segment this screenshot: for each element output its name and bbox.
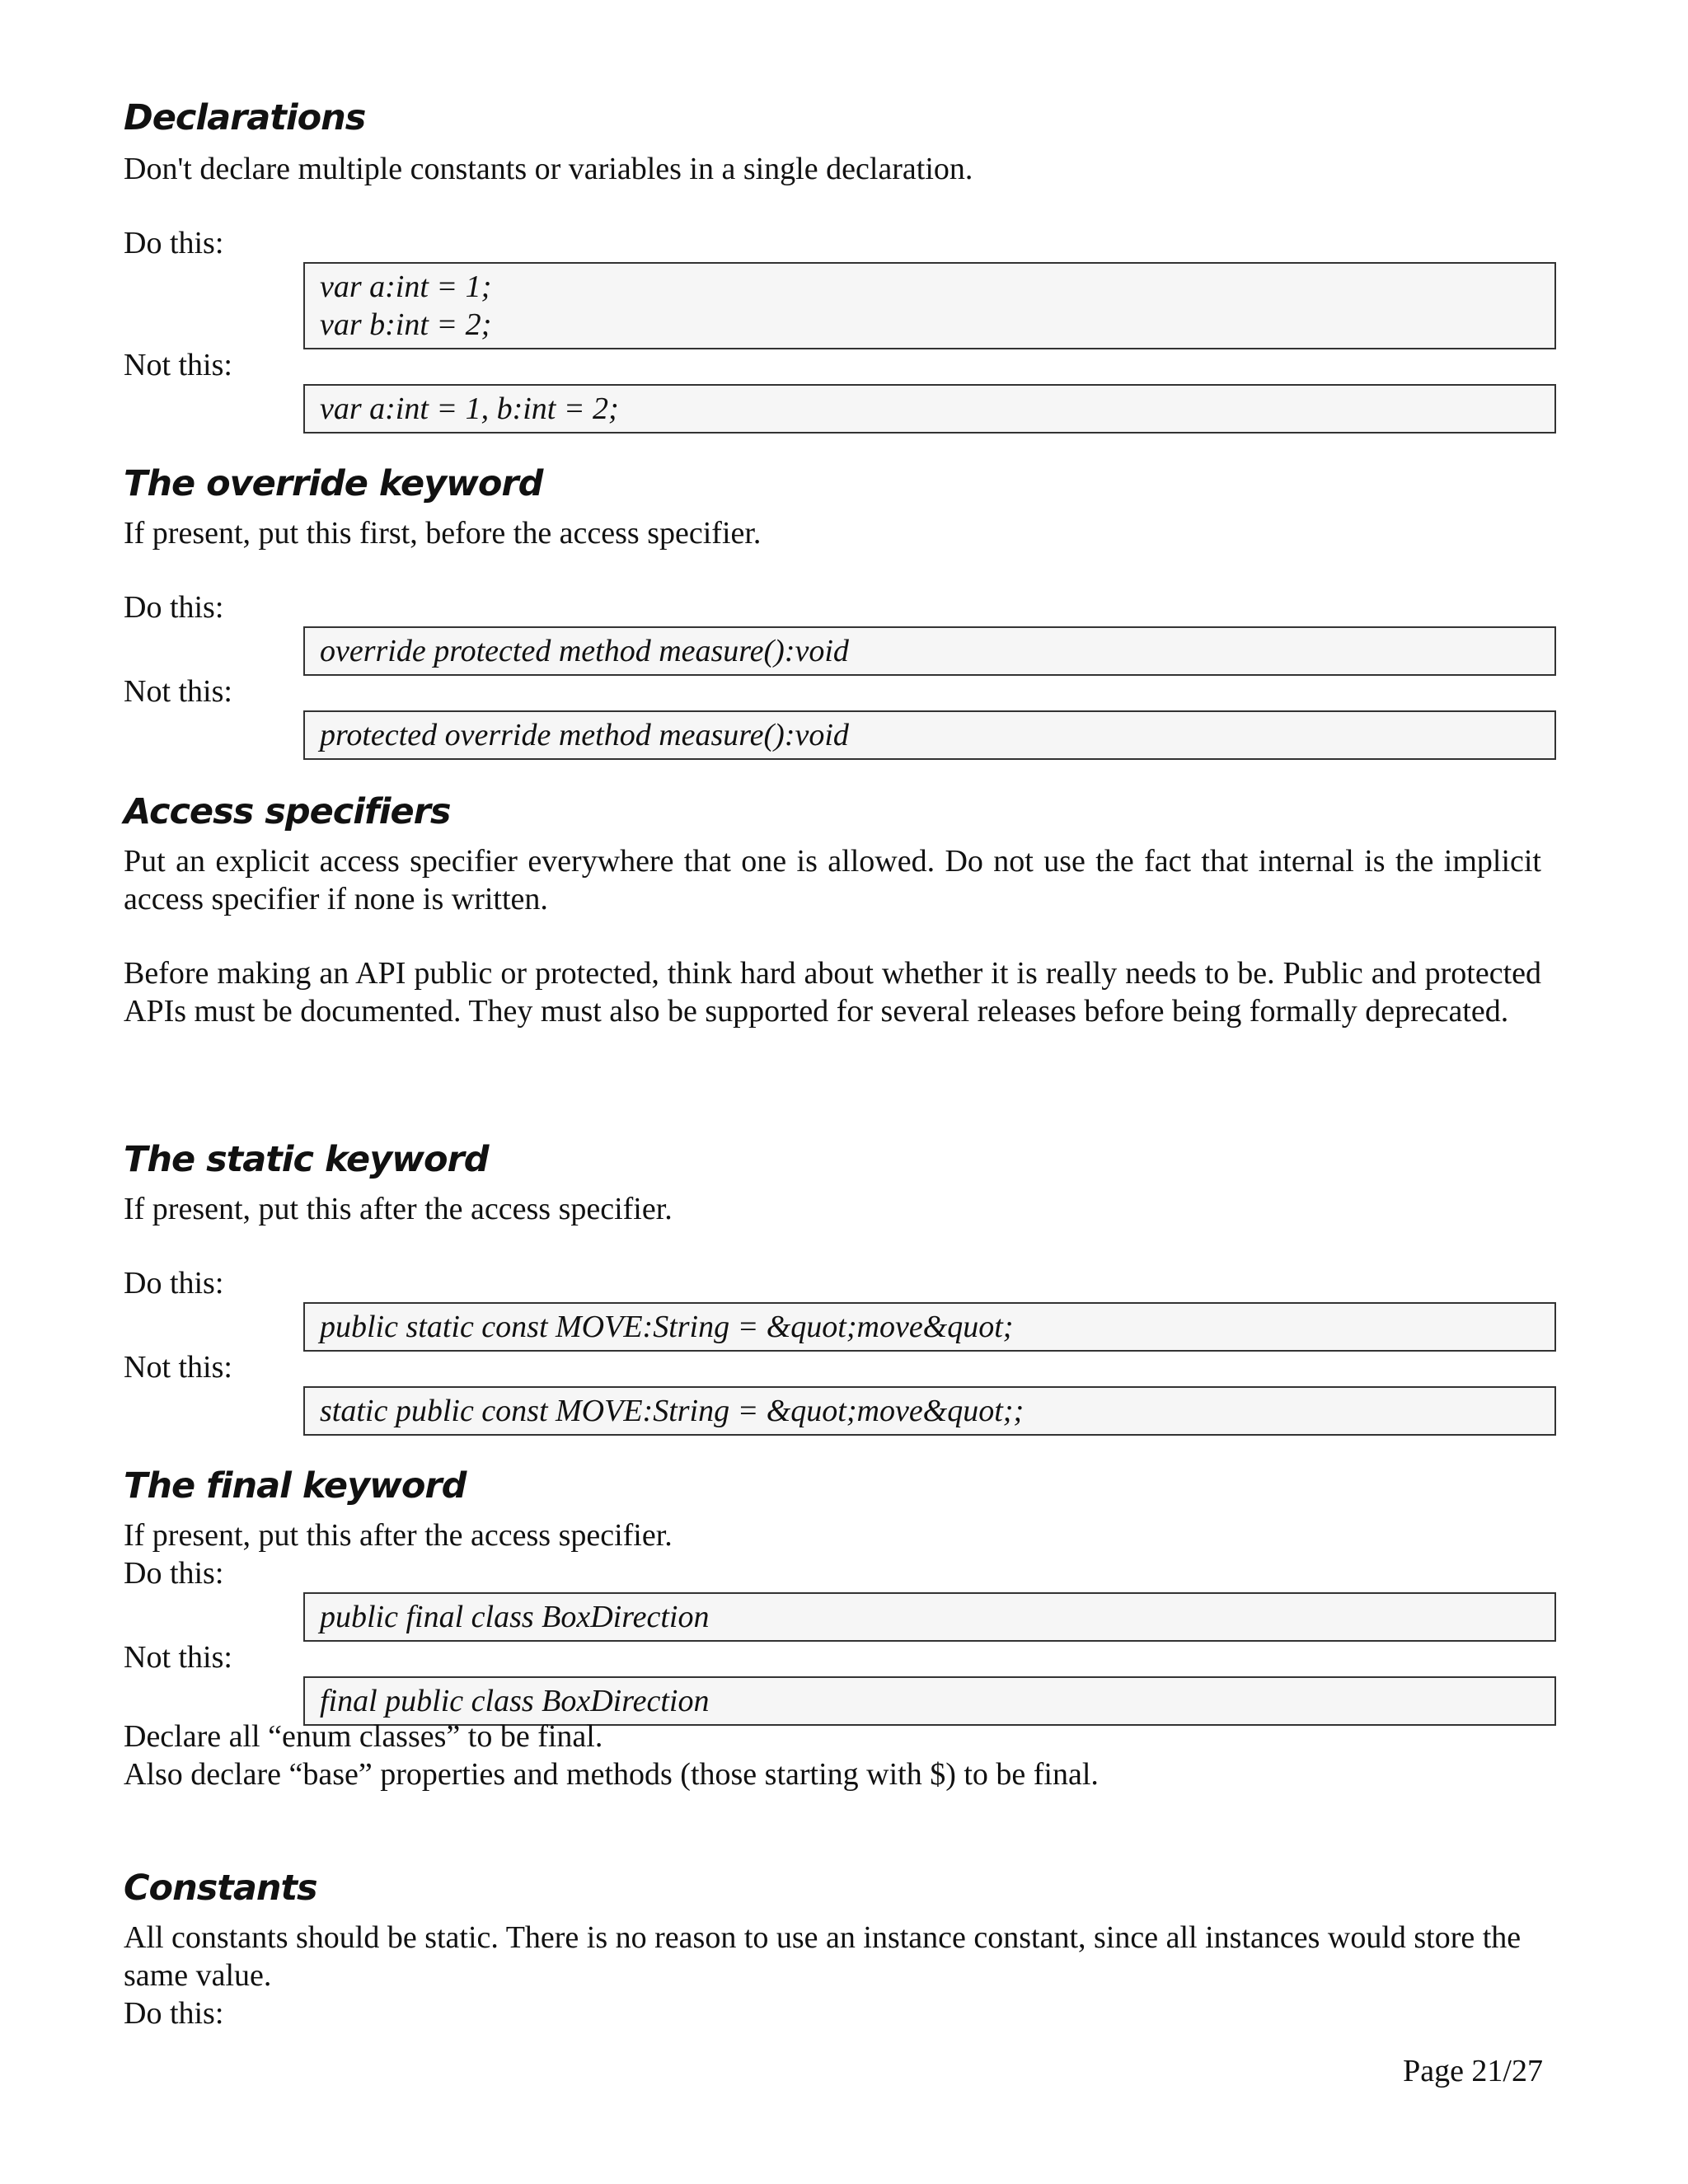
code-line: public final class BoxDirection <box>320 1600 710 1634</box>
code-line: static public const MOVE:String = &quot;move&quot;; <box>320 1394 1025 1428</box>
final-note-2: Also declare “base” properties and methods (those starting with $) to be final. <box>124 1757 1099 1792</box>
page-number: Page 21/27 <box>1403 2054 1543 2088</box>
static-do-code <box>303 1302 1556 1352</box>
final-do-code <box>303 1592 1556 1642</box>
code-line: var a:int = 1, b:int = 2; <box>320 391 619 426</box>
code-line: var a:int = 1; <box>320 269 492 304</box>
final-note-1: Declare all “enum classes” to be final. <box>124 1719 603 1754</box>
heading-override: The override keyword <box>124 463 543 504</box>
declarations-not-code <box>303 384 1556 434</box>
code-line: protected override method measure():void <box>320 718 849 752</box>
override-do-label: Do this: <box>124 590 224 625</box>
heading-access: Access specifiers <box>124 791 451 832</box>
access-para-1: Put an explicit access specifier everywhere that one is allowed. Do not use the fact that internal is the implicit access specifier if none is written. <box>124 844 1541 916</box>
final-not-label: Not this: <box>124 1640 232 1675</box>
heading-constants: Constants <box>124 1868 317 1909</box>
code-line: var b:int = 2; <box>320 307 492 342</box>
heading-declarations: Declarations <box>124 97 366 138</box>
static-not-code <box>303 1386 1556 1436</box>
heading-final: The final keyword <box>124 1465 467 1507</box>
final-text: If present, put this after the access specifier. <box>124 1518 673 1553</box>
static-not-label: Not this: <box>124 1350 232 1385</box>
declarations-text: Don't declare multiple constants or variables in a single declaration. <box>124 152 973 186</box>
static-text: If present, put this after the access specifier. <box>124 1192 673 1226</box>
code-line: override protected method measure():void <box>320 634 849 668</box>
override-do-code <box>303 626 1556 676</box>
override-not-label: Not this: <box>124 674 232 709</box>
constants-text: All constants should be static. There is no reason to use an instance constant, since all instances would store the same value. <box>124 1920 1522 1993</box>
declarations-do-label: Do this: <box>124 226 224 260</box>
override-text: If present, put this first, before the access specifier. <box>124 516 762 551</box>
override-not-code <box>303 710 1556 760</box>
declarations-do-code <box>303 262 1556 349</box>
access-para-2: Before making an API public or protected, think hard about whether it is really needs to be. Public and protected APIs must be documented. They must also be supported for several releases before being formally deprecated. <box>124 956 1541 1029</box>
code-line: public static const MOVE:String = &quot;move&quot; <box>320 1310 1014 1344</box>
declarations-not-label: Not this: <box>124 348 232 382</box>
heading-static: The static keyword <box>124 1139 489 1180</box>
code-line: final public class BoxDirection <box>320 1684 710 1718</box>
final-do-label: Do this: <box>124 1556 224 1591</box>
static-do-label: Do this: <box>124 1266 224 1301</box>
constants-do-label: Do this: <box>124 1996 224 2031</box>
